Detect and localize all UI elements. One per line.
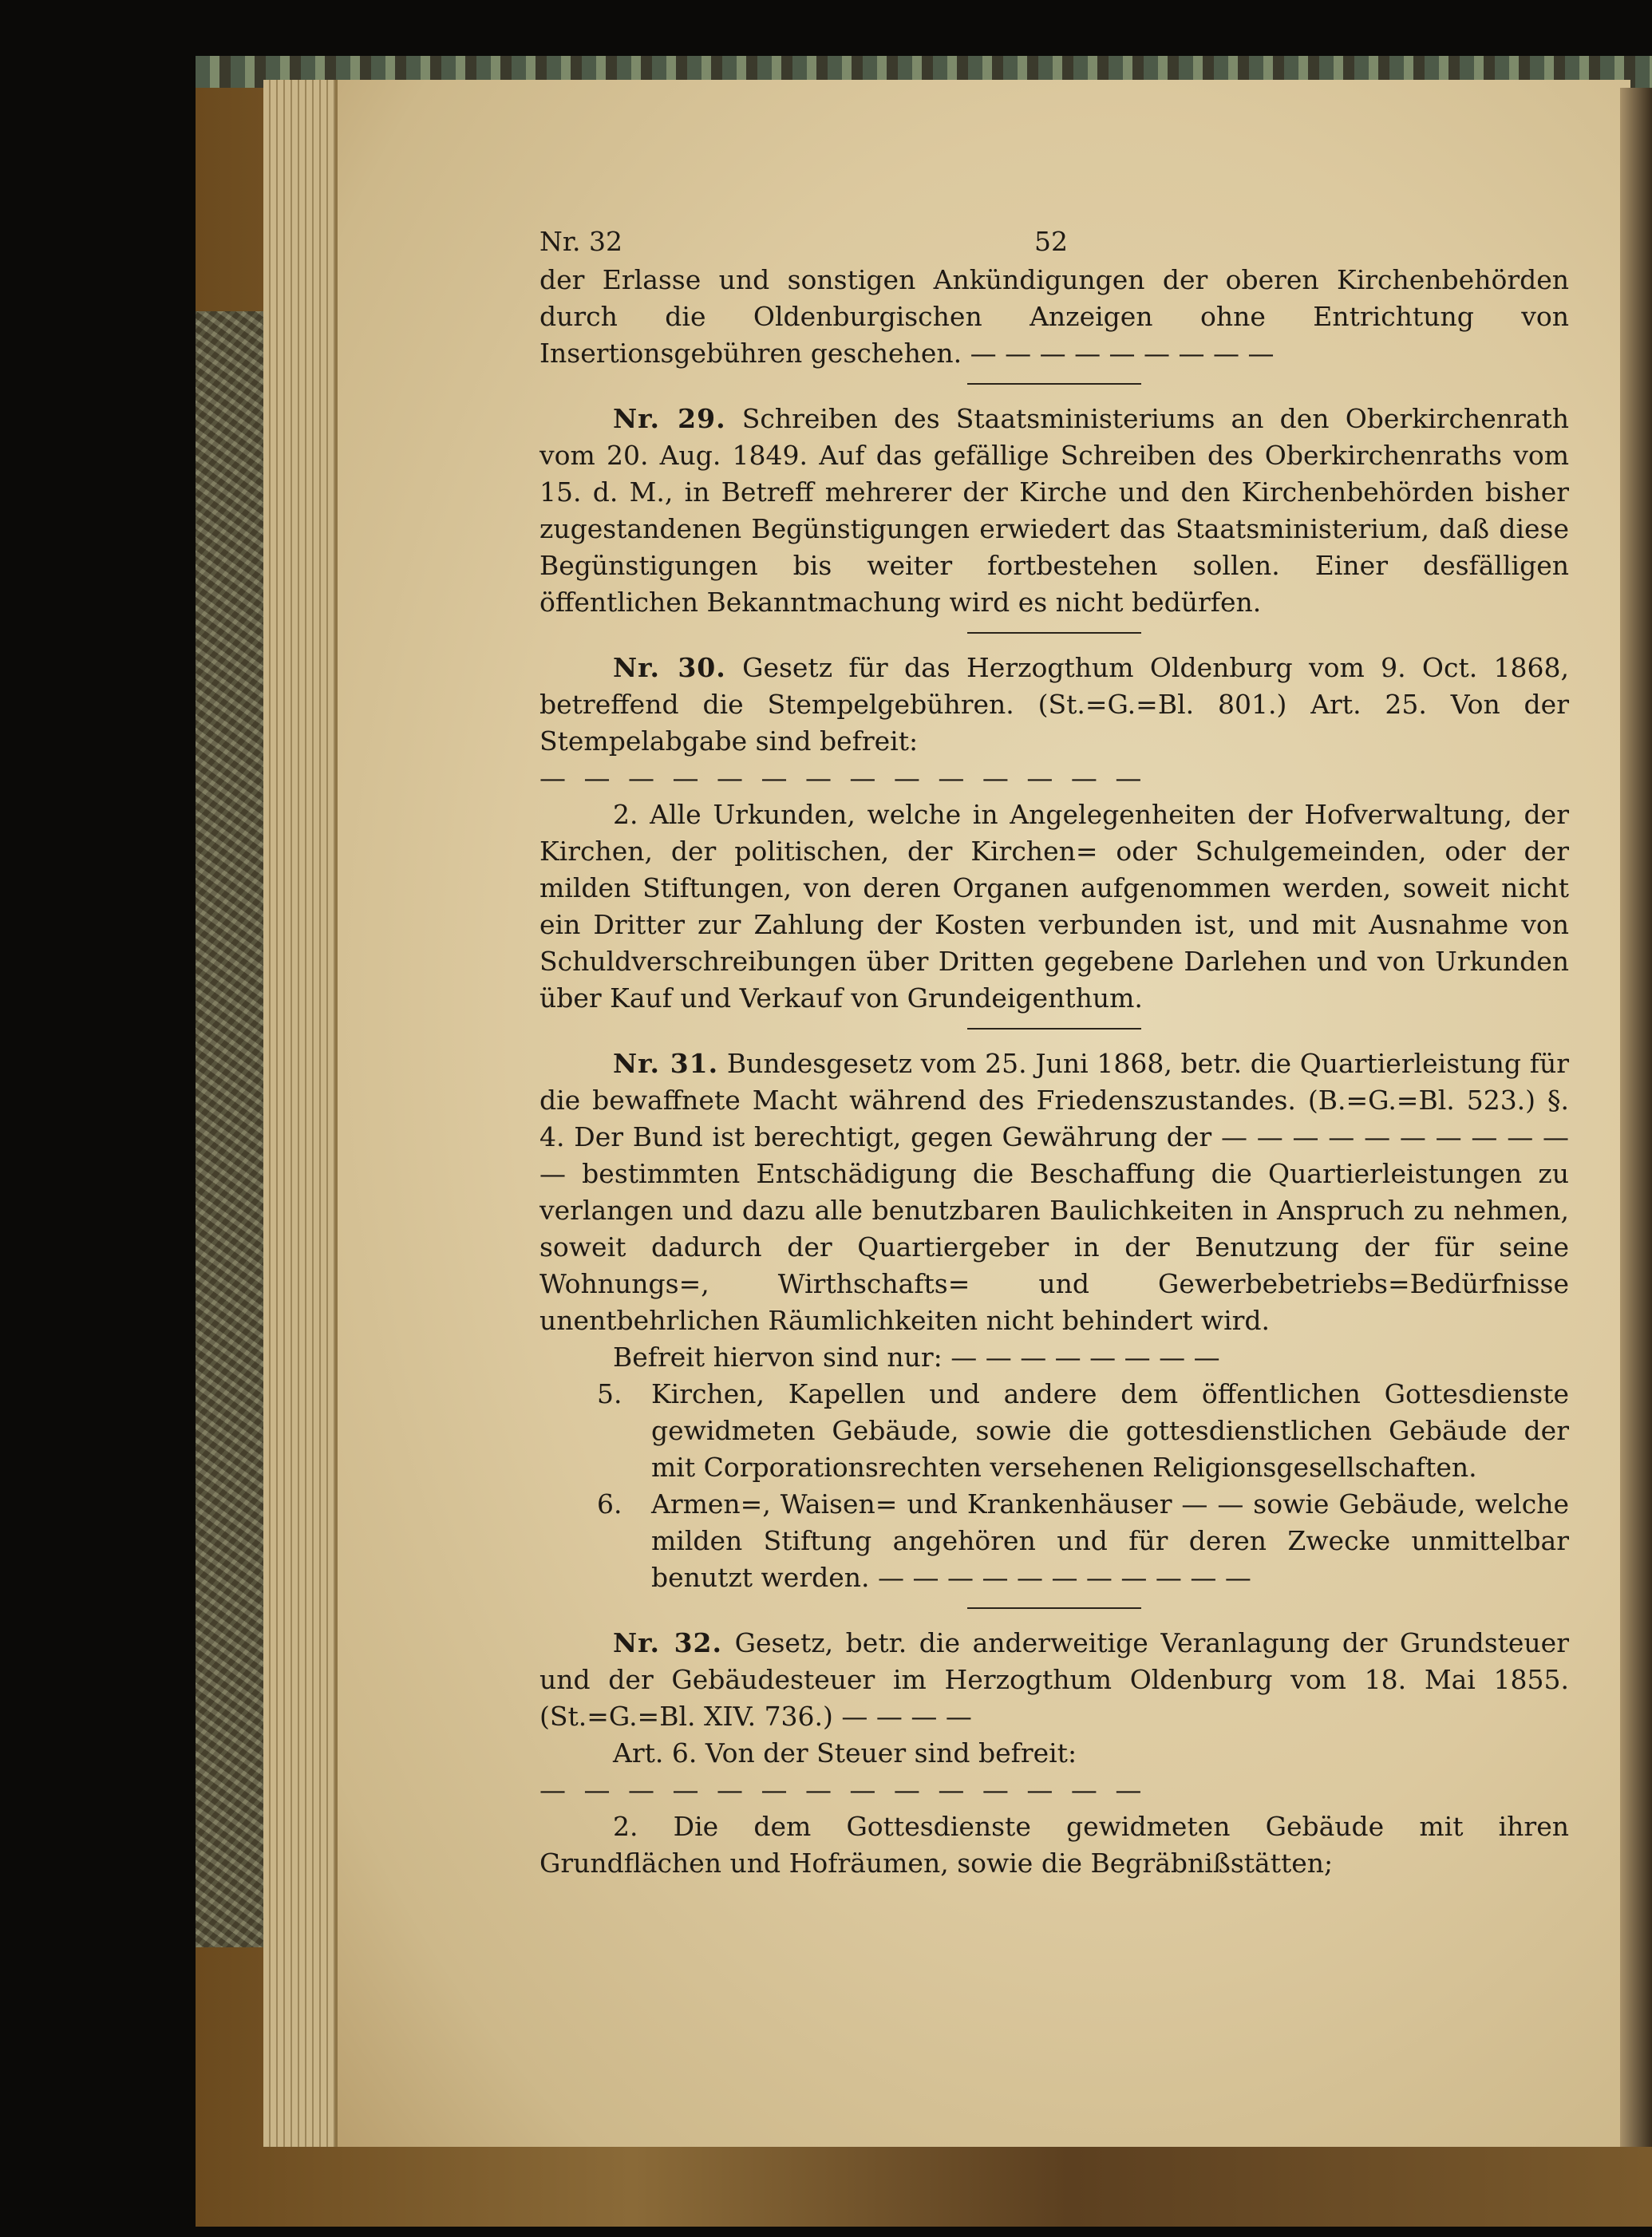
entry-text: Gesetz für das Herzogthum Oldenburg vom 9. Oct. 1868, betreffend die Stempelgebühren. (St.=G.=Bl. 801.) Art. 25. Von der Stempelabgabe sind befreit:	[539, 652, 1569, 757]
omission-dashes: — — — — — — — — — — — — — —	[539, 762, 1147, 793]
entry-nr30	[539, 650, 1569, 760]
section-divider	[967, 1607, 1141, 1609]
list-item: 2. Alle Urkunden, welche in Angelegenheiten der Hofverwaltung, der Kirchen, der politischen, der Kirchen= oder Schulgemeinden, oder der milden Stiftungen, von deren Organen aufgenommen werden, soweit nicht ein Dritter zur Zahlung der Kosten verbunden ist, und mit Ausnahme von Schuldverschreibungen über Dritten gegebene Darlehen und von Urkunden über Kauf und Verkauf von Grundeigenthum.	[539, 799, 1569, 1014]
list-item-text: Kirchen, Kapellen und andere dem öffentlichen Gottesdienste gewidmeten Gebäude, sowie die gottesdienstlichen Gebäude der mit Corporationsrechten versehenen Religionsgesellschaften.	[651, 1378, 1569, 1483]
list-item	[539, 1486, 1569, 1596]
intro-paragraph: der Erlasse und sonstigen Ankündigungen der oberen Kirchenbehörden durch die Oldenburgischen Anzeigen ohne Entrichtung von Insertionsgebühren geschehen. — — — — — — — — —	[539, 264, 1569, 369]
list-item	[539, 1376, 1569, 1486]
list-item-number: 5.	[597, 1378, 622, 1409]
page-text	[539, 215, 1569, 1882]
running-header	[539, 215, 1569, 255]
entry-nr29	[539, 401, 1569, 621]
section-divider	[967, 383, 1141, 385]
entry-text: Schreiben des Staatsministeriums an den Oberkirchenrath vom 20. Aug. 1849. Auf das gefällige Schreiben des Oberkirchenraths vom 15. d. M., in Betreff mehrerer der Kirche und den Kirchenbehörden bisher zugestandenen Begünstigungen erwiedert das Staatsministerium, daß diese Begünstigungen bis weiter fortbestehen sollen. Einer desfälligen öffentlichen Bekanntmachung wird es nicht bedürfen.	[539, 403, 1569, 618]
entry-text: Gesetz, betr. die anderweitige Veranlagung der Grundsteuer und der Gebäudesteuer im Herzogthum Oldenburg vom 18. Mai 1855. (St.=G.=Bl. XIV. 736.) — — — —	[539, 1627, 1569, 1732]
page-number: 52	[1034, 226, 1068, 257]
list-item-text: Armen=, Waisen= und Krankenhäuser — — sowie Gebäude, welche milden Stiftung angehören und für deren Zwecke unmittelbar benutzt werden. — — — — — — — — — — —	[651, 1488, 1569, 1593]
list-item-number: 6.	[597, 1488, 622, 1520]
header-section-number: Nr. 32	[539, 226, 622, 257]
entry-label: Nr. 31.	[613, 1048, 719, 1079]
entry-label: Nr. 32.	[613, 1627, 722, 1658]
omission-dashes: — — — — — — — — — — — — — —	[539, 1774, 1147, 1805]
exemption-heading: Befreit hiervon sind nur: — — — — — — — —	[613, 1342, 1220, 1373]
entry-label: Nr. 30.	[613, 652, 726, 683]
entry-nr31	[539, 1045, 1569, 1339]
entry-text: Bundesgesetz vom 25. Juni 1868, betr. die Quartierleistung für die bewaffnete Macht während des Friedenszustandes. (B.=G.=Bl. 523.) §. 4. Der Bund ist berechtigt, gegen Gewährung der — — — — — — — — — — — bestimmten Entschädigung die Beschaffung die Quartierleistungen zu verlangen und dazu alle benutzbaren Baulichkeiten in Anspruch zu nehmen, soweit dadurch der Quartiergeber in der Benutzung der für seine Wohnungs=, Wirthschafts= und Gewerbebetriebs=Bedürfnisse unentbehrlichen Räumlichkeiten nicht behindert wird.	[539, 1048, 1570, 1336]
entry-nr32	[539, 1625, 1569, 1735]
section-divider	[967, 632, 1141, 634]
section-divider	[967, 1028, 1141, 1030]
marbled-endpaper	[196, 311, 263, 1947]
list-item: 2. Die dem Gottesdienste gewidmeten Gebäude mit ihren Grundflächen und Hofräumen, sowie die Begräbnißstätten;	[539, 1811, 1569, 1879]
article-heading: Art. 6. Von der Steuer sind befreit:	[613, 1737, 1077, 1769]
page-gutter-edge	[1620, 88, 1652, 2147]
entry-label: Nr. 29.	[613, 403, 726, 434]
